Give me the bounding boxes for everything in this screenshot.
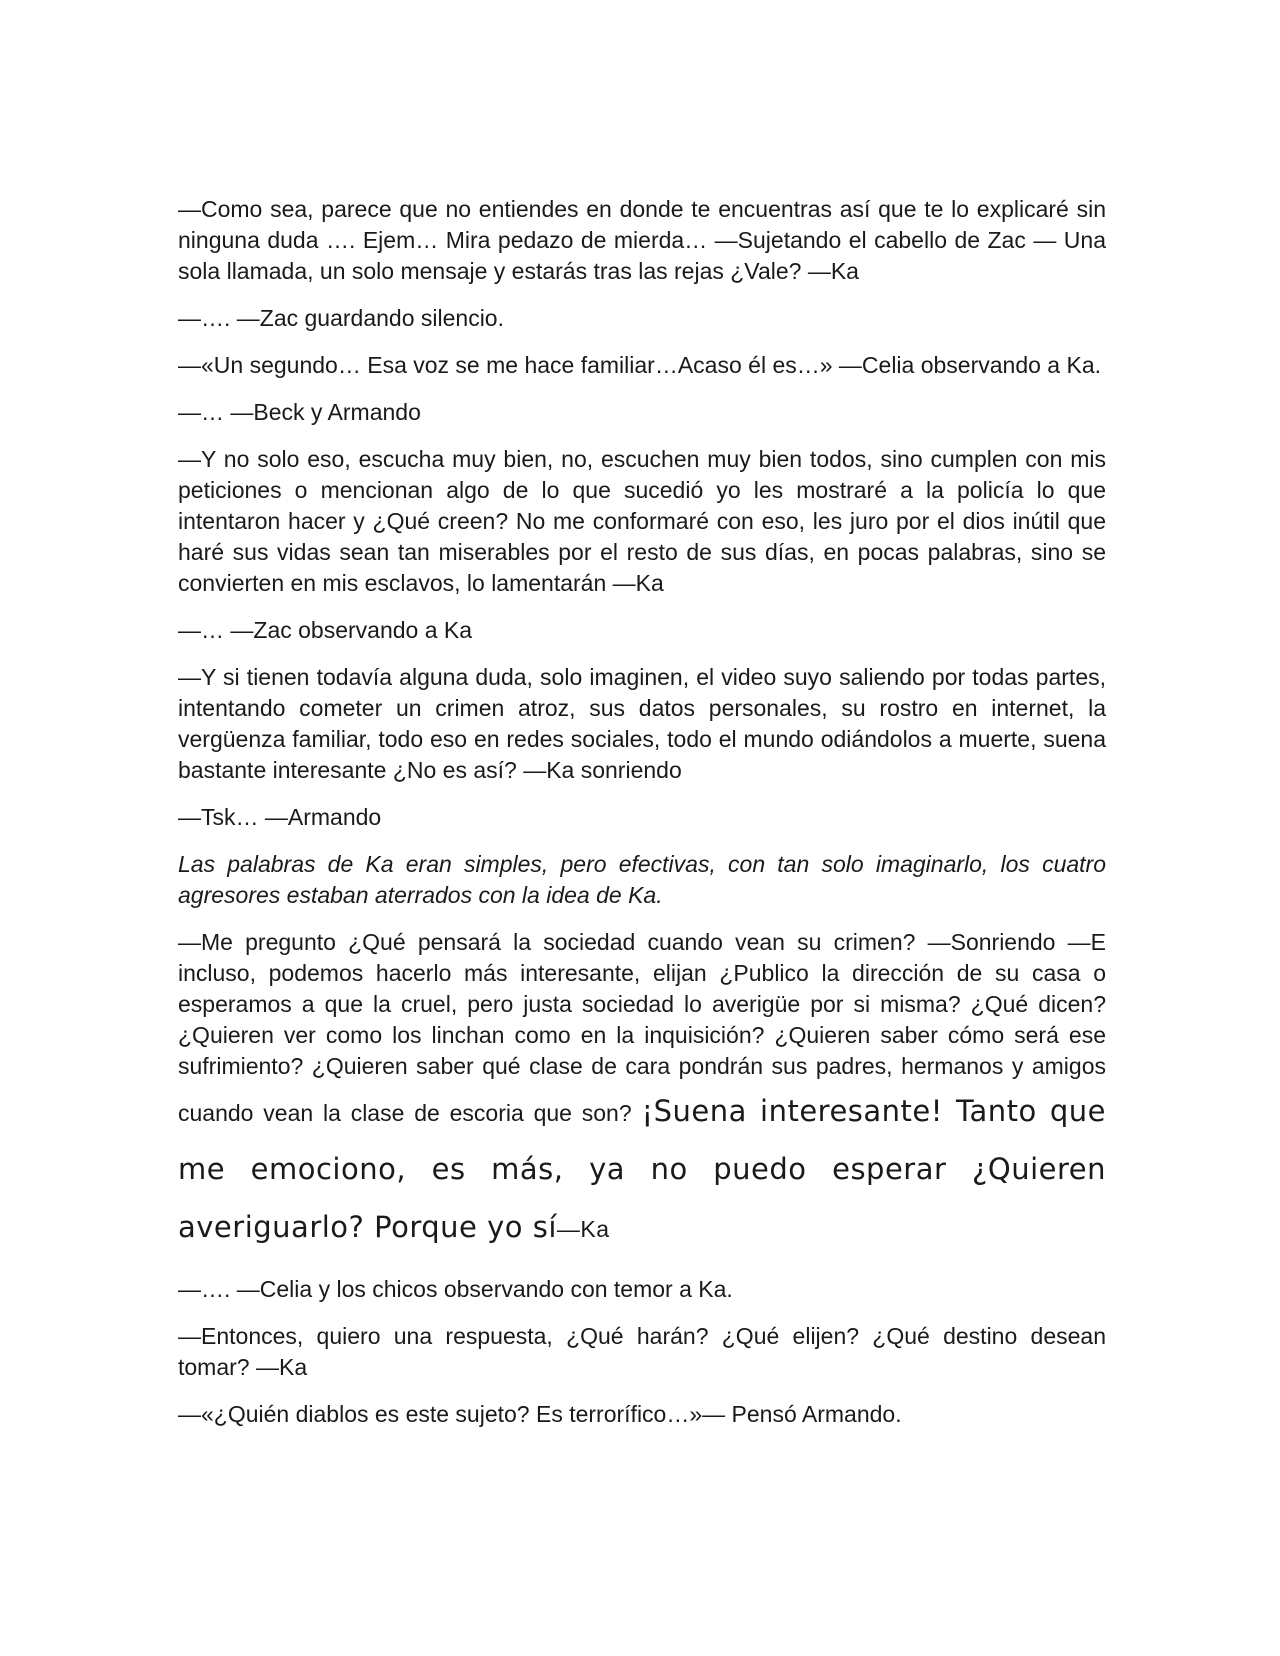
paragraph-text: —Me pregunto ¿Qué pensará la sociedad cuando vean su crimen? —Sonriendo —E incluso, podemos hacerlo más interesante, elijan ¿Publico la dirección de su casa o esperamos a que la cruel, pero justa sociedad lo averigüe por si misma? ¿Qué dicen? ¿Quieren ver como los linchan como en la inquisición? ¿Quieren saber cómo será ese sufrimiento? ¿Quieren saber qué clase de cara pondrán sus padres, hermanos y amigos cuando vean la clase de escoria que son? [178,929,1106,1126]
narration-paragraph: Las palabras de Ka eran simples, pero efectivas, con tan solo imaginarlo, los cuatro agresores estaban aterrados con la idea de Ka. [178,851,1106,908]
paragraph: —Como sea, parece que no entiendes en donde te encuentras así que te lo explicaré sin ninguna duda …. Ejem… Mira pedazo de mierda… —Sujetando el cabello de Zac — Una sola llamada, un solo mensaje y estarás tras las rejas ¿Vale? —Ka [178,196,1106,284]
paragraph: —«Un segundo… Esa voz se me hace familiar…Acaso él es…» —Celia observando a Ka. [178,352,1102,378]
speaker-tag: —Ka [556,1216,610,1242]
paragraph: —…. —Zac guardando silencio. [178,305,504,331]
paragraph: —«¿Quién diablos es este sujeto? Es terrorífico…»— Pensó Armando. [178,1401,902,1427]
paragraph: —… —Zac observando a Ka [178,617,473,643]
mixed-paragraph [178,927,1106,1258]
handwritten-text: ¡Suena interesante! Tanto que me emociono, es más, ya no puedo esperar ¿Quieren averiguarlo? Porque yo sí [178,1094,1106,1244]
paragraph: —Tsk… —Armando [178,804,382,830]
paragraph: —Y no solo eso, escucha muy bien, no, escuchen muy bien todos, sino cumplen con mis peticiones o mencionan algo de lo que sucedió yo les mostraré a la policía lo que intentaron hacer y ¿Qué creen? No me conformaré con eso, les juro por el dios inútil que haré sus vidas sean tan miserables por el resto de sus días, en pocas palabras, sino se convierten en mis esclavos, lo lamentarán —Ka [178,446,1106,596]
paragraph: —Entonces, quiero una respuesta, ¿Qué harán? ¿Qué elijen? ¿Qué destino desean tomar? —Ka [178,1323,1106,1380]
paragraph: —…. —Celia y los chicos observando con temor a Ka. [178,1276,733,1302]
paragraph: —… —Beck y Armando [178,399,421,425]
paragraph: —Y si tienen todavía alguna duda, solo imaginen, el video suyo saliendo por todas partes, intentando cometer un crimen atroz, sus datos personales, su rostro en internet, la vergüenza familiar, todo eso en redes sociales, todo el mundo odiándolos a muerte, suena bastante interesante ¿No es así? —Ka sonriendo [178,664,1106,783]
document-page [178,194,1106,1446]
